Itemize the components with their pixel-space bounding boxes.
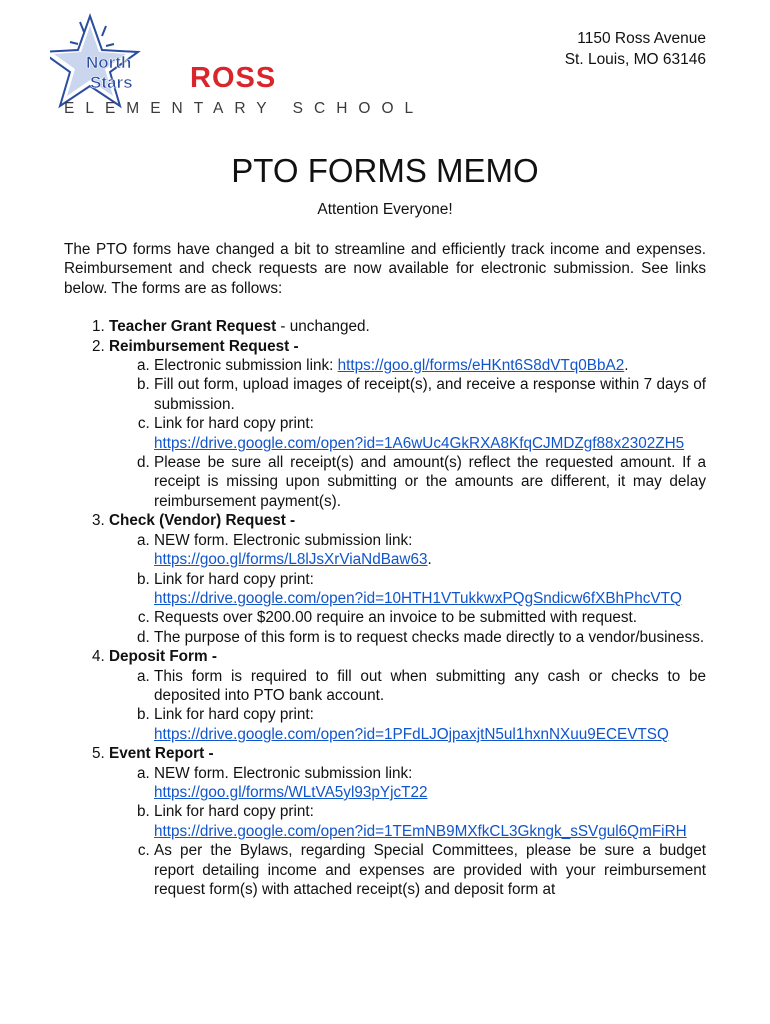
sub-item <box>154 628 706 647</box>
star-logo-icon <box>50 12 190 112</box>
item-title: Deposit Form <box>109 648 208 666</box>
school-name: ROSS <box>190 62 277 94</box>
sub-item <box>154 802 706 841</box>
sub-text: Fill out form, upload images of receipt(s), and receive a response within 7 days of submission. <box>154 376 706 413</box>
sub-list <box>109 531 706 647</box>
sub-item <box>154 764 706 803</box>
sub-text: Link for hard copy print: <box>154 803 314 821</box>
list-item-deposit-form <box>109 647 706 744</box>
sub-item <box>154 375 706 414</box>
check-print-link[interactable]: https://drive.google.com/open?id=10HTH1VTukkwxPQgSndicw6fXBhPhcVTQ <box>154 589 682 607</box>
sub-item <box>154 705 706 744</box>
sub-item <box>154 356 706 375</box>
sub-list <box>109 764 706 900</box>
school-type: ELEMENTARY SCHOOL <box>64 100 425 117</box>
sub-text: The purpose of this form is to request checks made directly to a vendor/business. <box>154 628 705 646</box>
item-title: Teacher Grant Request <box>109 318 277 336</box>
item-title: Reimbursement Request <box>109 337 290 355</box>
list-item-reimbursement <box>109 337 706 512</box>
sub-text: Link for hard copy print: <box>154 706 314 724</box>
item-suffix: - <box>289 337 299 355</box>
item-suffix: - <box>285 512 296 530</box>
sub-item <box>154 531 706 570</box>
sub-text: Electronic submission link: <box>154 357 338 375</box>
sub-text-end: . <box>427 551 432 569</box>
sub-text: form. Electronic submission link: <box>189 764 413 782</box>
event-form-link[interactable]: https://goo.gl/forms/WLtVA5yl93pYjcT22 <box>154 783 428 801</box>
sub-text: As per the Bylaws, regarding Special Committees, please be sure a budget report detailing income and expenses are provided with your reimbursement request form(s) with attached receipt(s) and deposit form at <box>154 842 706 898</box>
sub-text: form. Electronic submission link: <box>189 531 413 549</box>
school-address <box>565 28 706 70</box>
sub-text-end: . <box>624 357 629 375</box>
page-subtitle: Attention Everyone! <box>317 201 453 218</box>
logo-stars-text: Stars <box>90 73 133 92</box>
sub-item <box>154 453 706 511</box>
sub-item <box>154 570 706 609</box>
new-label: NEW <box>154 531 190 549</box>
forms-list <box>64 317 706 899</box>
memo-body <box>64 240 706 899</box>
school-logo <box>50 12 425 117</box>
deposit-print-link[interactable]: https://drive.google.com/open?id=1PFdLJOjpaxjtN5ul1hxnNXuu9ECEVTSQ <box>154 725 669 743</box>
check-form-link[interactable]: https://goo.gl/forms/L8lJsXrViaNdBaw63 <box>154 551 428 569</box>
item-title: Event Report <box>109 745 205 763</box>
intro-paragraph: The PTO forms have changed a bit to streamline and efficiently track income and expenses. Reimbursement and check requests are now available for electronic submission. See links below. The forms are as follows: <box>64 241 706 297</box>
list-item-teacher-grant <box>109 317 706 336</box>
list-item-event-report <box>109 744 706 899</box>
sub-item <box>154 414 706 453</box>
address-line-2: St. Louis, MO 63146 <box>564 51 706 68</box>
sub-list <box>109 356 706 511</box>
list-item-check-request <box>109 511 706 647</box>
item-suffix: - unchanged. <box>276 318 370 336</box>
reimbursement-form-link[interactable]: https://goo.gl/forms/eHKnt6S8dVTq0BbA2 <box>337 357 625 375</box>
sub-text: Requests over $200.00 require an invoice to be submitted with request. <box>154 609 637 627</box>
item-suffix: - <box>207 648 217 666</box>
logo-north-text: North <box>86 53 132 72</box>
sub-text: This form is required to fill out when submitting any cash or checks to be deposited into PTO bank account. <box>154 667 706 704</box>
reimbursement-print-link[interactable]: https://drive.google.com/open?id=1A6wUc4GkRXA8KfqCJMDZgf88x2302ZH5 <box>154 434 685 452</box>
event-print-link[interactable]: https://drive.google.com/open?id=1TEmNB9MXfkCL3Gkngk_sSVgul6QmFiRH <box>154 822 687 840</box>
new-label: NEW <box>154 764 190 782</box>
sub-item <box>154 841 706 899</box>
page-title: PTO FORMS MEMO <box>231 152 539 189</box>
sub-text: Please be sure all receipt(s) and amount(s) reflect the requested amount. If a receipt is missing upon submitting or the amounts are different, it may delay reimbursement payment(s). <box>154 454 706 510</box>
sub-text: Link for hard copy print: <box>154 570 314 588</box>
sub-item <box>154 667 706 706</box>
sub-list <box>109 667 706 745</box>
item-suffix: - <box>204 745 214 763</box>
sub-text: Link for hard copy print: <box>154 415 314 433</box>
item-title: Check (Vendor) Request <box>109 512 286 530</box>
sub-item <box>154 608 706 627</box>
address-line-1: 1150 Ross Avenue <box>577 30 706 47</box>
